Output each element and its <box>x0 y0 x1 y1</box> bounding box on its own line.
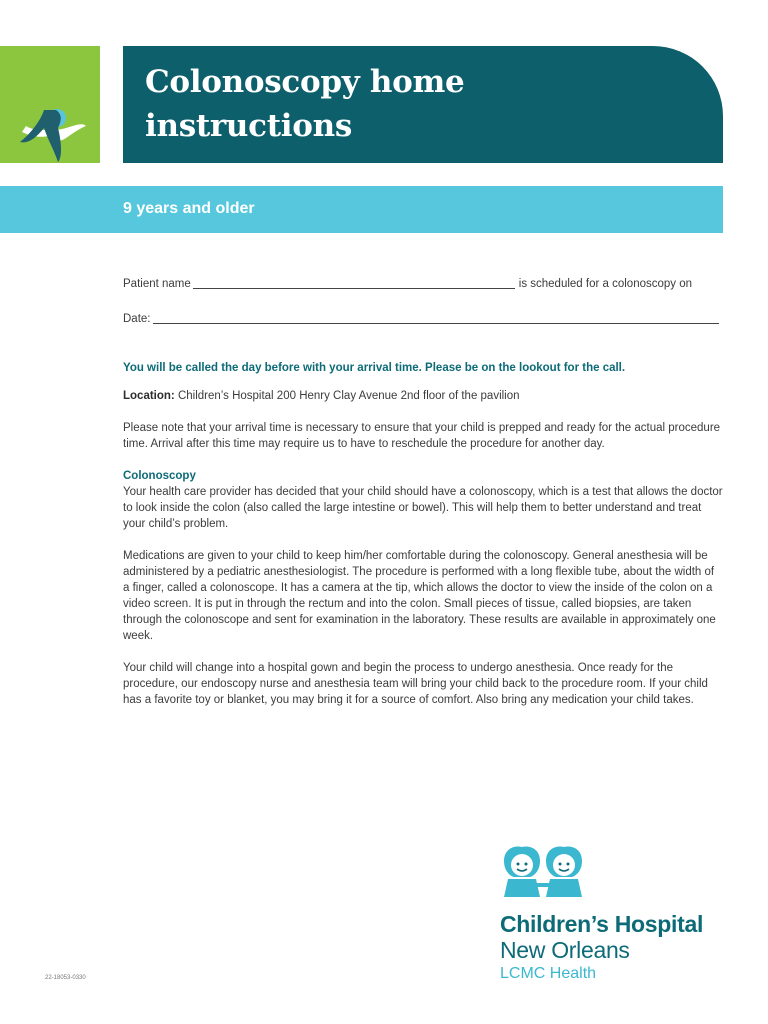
brand-tagline: LCMC Health <box>500 965 597 982</box>
two-children-logo-icon <box>500 845 590 903</box>
patient-name-field <box>193 287 515 289</box>
age-group-heading: 9 years and older <box>123 200 255 217</box>
arrival-note: Please note that your arrival time is necessary to ensure that your child is prepped and ready for the actual procedure time. Arrival after this time may require us to have to reschedule the procedure for another day. <box>123 422 721 450</box>
date-row <box>123 309 723 327</box>
date-label: Date: <box>123 313 151 325</box>
logo-box <box>0 46 100 163</box>
age-group-banner <box>0 186 723 233</box>
page-title: Colonoscopy home instructions <box>145 64 465 144</box>
child-figure-logo-icon <box>0 46 100 163</box>
colonoscopy-paragraph-2: Medications are given to your child to keep him/her comfortable during the colonoscopy. General anesthesia will be administered by a pediatric anesthesiologist. The procedure is performed with a long flexible tube, about the width of a finger, called a colonoscope. It has a camera at the tip, which allows the doctor to view the inside of the colon on a video screen. It is put in through the rectum and into the colon. Small pieces of tissue, called biopsies, are taken through the colonoscope and sent for examination in the laboratory. These results are available in approximately one week. <box>123 550 716 642</box>
arrival-call-notice: You will be called the day before with your arrival time. Please be on the lookout for the call. <box>123 362 626 374</box>
date-field <box>153 322 720 324</box>
brand-name-line1: Children’s Hospital <box>500 911 704 937</box>
brand-name-line2: New Orleans <box>500 937 630 963</box>
location-text: Children’s Hospital 200 Henry Clay Avenue 2nd floor of the pavilion <box>174 390 520 402</box>
instructions-content <box>123 274 723 708</box>
colonoscopy-paragraph-1: Your health care provider has decided that your child should have a colonoscopy, which is a test that allows the doctor to look inside the colon (also called the large intestine or bowel). This will help them to better understand and treat your child’s problem. <box>123 486 723 530</box>
document-code: 22-18053-0330 <box>45 975 86 981</box>
patient-name-row <box>123 274 723 292</box>
location-label: Location: <box>123 390 175 402</box>
scheduled-text: is scheduled for a colonoscopy on <box>518 278 693 290</box>
location-line <box>123 388 723 404</box>
hospital-brand <box>500 845 740 985</box>
colonoscopy-heading: Colonoscopy <box>123 470 196 482</box>
title-banner <box>123 46 723 163</box>
patient-name-label: Patient name <box>123 278 191 290</box>
colonoscopy-paragraph-3: Your child will change into a hospital gown and begin the process to undergo anesthesia. Once ready for the procedure, our endoscopy nurse and anesthesia team will bring your child back to the procedure room. If your child has a favorite toy or blanket, you may bring it for a source of comfort. Also bring any medication your child takes. <box>123 662 708 706</box>
